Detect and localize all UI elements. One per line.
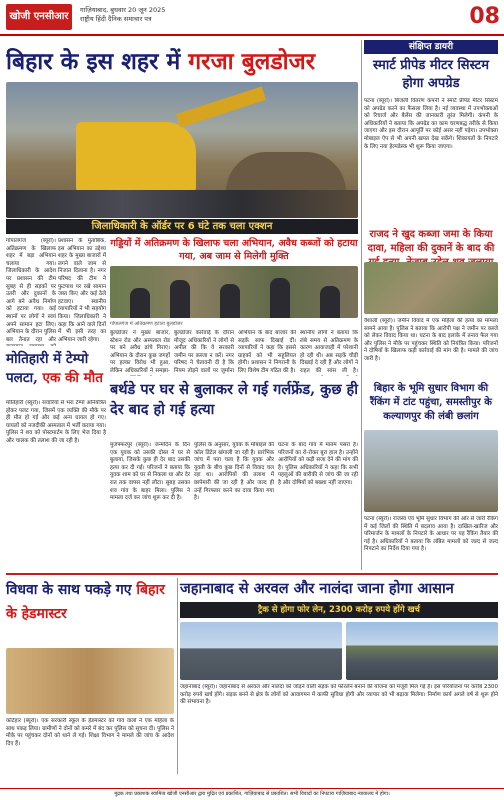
crowd-shape xyxy=(6,190,358,218)
issue-sub-line: राष्ट्रीय हिंदी दैनिक समाचार पत्र xyxy=(80,15,152,23)
column-divider xyxy=(361,40,362,570)
footer-imprint: मुद्रक तथा प्रकाशक स्वामित्व खोजी एनसीआर द्वारा मुद्रित एवं प्रकाशित, गाज़ियाबाद से प्रकाशित। सभी विवादों का निपटारा गाज़ियाबाद न्यायालय में होगा। xyxy=(0,788,504,800)
motihari-headline-part1: मोतिहारी में टेम्पो पलटा, xyxy=(6,351,89,386)
sidebar-body: पटना (ब्यूरो)। बिजली वितरण कंपनी ने स्मार्ट प्रीपेड मीटर सिस्टम को अपग्रेड करने का फैसला लिया है। नई व्यवस्था में उपभोक्ताओं को रिचार्ज और बैलेंस की जानकारी तुरंत मिलेगी। कंपनी के अधिकारियों ने बताया कि अपग्रेड का काम चरणबद्ध तरीके से किया जाएगा और इस दौरान आपूर्ति पर कोई असर नहीं पड़ेगा। उपभोक्ता मोबाइल ऐप से भी अपनी खपत देख सकेंगे। शिकायतों के निपटारे के लिए नया हेल्पडेस्क भी शुरू किया जाएगा। xyxy=(364,98,498,150)
lead-column-2: प्रशासन के मुताबिक, इस अभियान का उद्देश्य शहर के मुख्य बाजारों में लगने वाले जाम से निजात दिलाना है। नगर परिषद की टीम ने फुटपाथ पर रखे सामान जब्त किए और कई ठेले हटवाए। स्थानीय व्यापारियों ने भी सहयोग किया। जिलाधिकारी ने कहा कि आने वाले दिनों में भी इसी तरह का अभियान जारी रहेगा। xyxy=(58,238,106,343)
bulldozer-shape xyxy=(76,122,196,192)
column-divider xyxy=(177,578,178,774)
road-photo-2 xyxy=(346,622,498,680)
rajya-body: वैशाली (ब्यूरो)। जमीन विवाद में एक महिला की हत्या का मामला सामने आया है। पुलिस ने बताया कि आरोपी पक्ष ने जमीन पर कब्जे को लेकर विवाद किया था। घटना के बाद इलाके में तनाव फैल गया और पुलिस ने मौके पर पहुंचकर स्थिति को नियंत्रित किया। परिजनों ने दोषियों के खिलाफ कड़ी कार्रवाई की मांग की है। मामले की जांच जारी है। xyxy=(364,318,498,362)
person-shape xyxy=(220,284,240,318)
bottom-left-headline xyxy=(6,578,174,630)
bottom-right-headline: जहानाबाद से अरवल और नालंदा जाना होगा आसान xyxy=(180,580,454,597)
lead-headline-part1: बिहार के इस शहर में xyxy=(6,48,189,75)
person-shape xyxy=(170,280,190,318)
murder-column-3: घटना के बाद गांव में मातम पसरा है। परिजनों का रो-रोकर बुरा हाल है। उन्होंने आरोपियों को कड़ी सजा देने की मांग की है। पुलिस अधिकारियों ने कहा कि सभी पहलुओं की बारीकी से जांच की जा रही है और दोषियों को बख्शा नहीं जाएगा। xyxy=(278,442,358,486)
sidebar-title: स्मार्ट प्रीपेड मीटर सिस्टम होगा अपग्रेड xyxy=(373,58,489,91)
bottom-left-photo xyxy=(6,648,174,714)
road-photo-1 xyxy=(180,622,342,680)
person-shape xyxy=(320,286,340,318)
second-photo-caption: गोपालगंज में अतिक्रमण हटाता बुलडोजर xyxy=(110,321,183,327)
lead-column-3: बुलडोजर ने मुख्य बाजार, स्टेशन रोड और अस्पताल रोड पर बने अवैध ढांचे गिराए। अभियान के दौरान कुछ जगहों पर हल्का विरोध भी हुआ, लेकिन अधिकारियों ने समझा- xyxy=(110,330,170,374)
bottom-right-subhead: ट्रैक से होगा फोर लेन, 2300 करोड़ रुपये होंगे खर्च xyxy=(180,602,498,618)
person-shape xyxy=(270,278,290,318)
lead-column-1: गोपालगंज (ब्यूरो)। अतिक्रमण के खिलाफ शहर में बड़ा अभियान चलाया गया। जिलाधिकारी के आदेश पर प्रशासन की टीम सुबह से ही सड़कों पर उतरी और दुकानों के आगे बने अवैध निर्माण को हटाया गया। कई स्थानों पर लोगों ने स्वयं अपने सामान हटा लिए। अभियान के दौरान पुलिस बल तैनात रहा और xyxy=(6,238,56,343)
murder-column-1: मुजफ्फरपुर (ब्यूरो)। जन्मदिन के दिन एक युवक को उसकी दोस्त ने घर से बुलाया, जिसके कुछ ही देर बाद उसकी हत्या कर दी गई। परिजनों ने बताया कि युवक शाम को घर से निकला था और देर रात तक वापस नहीं लौटा। सुबह उसका शव गांव के बाहर मिला। पुलिस ने मामला दर्ज कर जांच शुरू कर दी है। xyxy=(110,442,190,502)
murder-column-2: पुलिस के अनुसार, युवक के मोबाइल की कॉल डिटेल खंगाली जा रही है। प्रारंभिक जांच में पता चला है कि युवक और युवती के बीच कुछ दिनों से विवाद चल रहा था। आरोपियों की तलाश में छापेमारी की जा रही है और जल्द ही उन्हें गिरफ्तार करने का दावा किया गया है। xyxy=(194,442,274,502)
bulldozer-arm-shape xyxy=(176,86,266,127)
bihar-side-body: पटना (ब्यूरो)। राजस्व एवं भूमि सुधार विभाग की ओर से जारी रैंकिंग में कई जिलों की स्थिति में बदलाव आया है। दाखिल-खारिज और परिमार्जन के मामलों के निपटारे के आधार पर यह रैंकिंग तैयार की गई है। अधिकारियों ने बताया कि लंबित मामलों को जल्द से जल्द निपटाने का निर्देश दिया गया है। xyxy=(364,516,498,553)
murder-headline: बर्थडे पर घर से बुलाकर ले गई गर्लफ्रेंड, कुछ ही देर बाद हो गई हत्या xyxy=(110,381,358,418)
page-number: 08 xyxy=(469,4,500,29)
masthead xyxy=(0,0,504,36)
lead-headline xyxy=(6,44,356,78)
rajya-photo xyxy=(364,262,498,314)
issue-date-line: गाज़ियाबाद, बुधवार 20 जून 2025 xyxy=(80,6,166,14)
rajya-headline: राजद ने खुद कब्जा जमा के किया दावा, महिला की दुकानें के बाद की xyxy=(367,229,495,254)
second-column-1: बुलडोजर कार्रवाई के दौरान मौजूद अधिकारियों ने लोगों से अपील की कि वे सरकारी जमीन पर कब्जा न करें। नगर परिषद ने चेतावनी दी है कि नियम तोड़ने वालों पर जुर्माना xyxy=(174,330,234,374)
person-shape xyxy=(130,288,150,318)
bottom-left-headline-part2: बिहार के हेडमास्टर xyxy=(6,582,165,622)
bottom-left-body: कटिहार (ब्यूरो)। एक सरकारी स्कूल के हेडमास्टर को गांव वालों ने एक महिला के साथ पकड़ लिया। ग्रामीणों ने दोनों को कमरे में बंद कर पुलिस को सूचना दी। पुलिस ने मौके पर पहुंचकर दोनों को थाने ले गई। शिक्षा विभाग ने मामले की जांच के आदेश दिए हैं। xyxy=(6,718,174,747)
lead-photo xyxy=(6,82,358,218)
sidebar-label: संक्षिप्त डायरी xyxy=(364,40,498,54)
section-divider xyxy=(6,573,498,575)
lead-headline-part2: गरजा बुलडोजर xyxy=(188,48,316,75)
newspaper-logo: खोजी एनसीआर xyxy=(6,4,72,30)
motihari-headline-part2: एक की मौत xyxy=(42,370,103,386)
issue-info xyxy=(80,6,165,24)
motihari-body: मोतिहारी (ब्यूरो)। सवारियों से भरा टेम्पो अनियंत्रित होकर पलट गया, जिसमें एक व्यक्ति की मौके पर ही मौत हो गई और कई अन्य घायल हो गए। घायलों को नजदीकी अस्पताल में भर्ती कराया गया। पुलिस ने शव को पोस्टमार्टम के लिए भेज दिया है और चालक की तलाश की जा रही है। xyxy=(6,400,106,444)
second-photo xyxy=(110,266,358,318)
lead-banner: जिलाधिकारी के ऑर्डर पर 6 घंटे तक चला एक्शन xyxy=(6,219,358,234)
second-column-2: अभियान के बाद बाजार की सड़कें साफ दिखाई दीं। व्यापारियों ने कहा कि इससे ग्राहकों को भी सहूलियत होगी। प्रशासन ने निगरानी के लिए विशेष टीम गठित की है। xyxy=(238,330,296,374)
bihar-side-photo xyxy=(364,430,498,512)
bottom-left-headline-part1: विधवा के साथ पकड़े गए xyxy=(6,582,137,598)
lead-subhead: गड्डियों में अतिक्रमण के खिलाफ चला अभियान, अवैध कब्जों को हटाया गया, अब जाम से मिलेगी मुक्ति xyxy=(110,238,358,262)
lead-column-4: स्थानीय लोगों ने बताया कि लंबे समय से अतिक्रमण के कारण आवाजाही में परेशानी हो रही थी। अब सड़कें चौड़ी दिखाई दे रही हैं और लोगों ने राहत की सांस ली है। xyxy=(300,330,358,374)
motihari-headline xyxy=(6,350,106,396)
bihar-side-headline: बिहार के भूमि सुधार विभाग की रैंकिंग में टांट पहुंचा, समस्तीपुर के कल्याणपुर की लंबी छलांग xyxy=(370,383,492,422)
bottom-right-body: जहानाबाद (ब्यूरो)। जहानाबाद से अरवल और नालंदा को जोड़ने वाली सड़क को फोरलेन बनाने की योजना को मंजूरी मिल गई है। इस परियोजना पर करीब 2300 करोड़ रुपये खर्च होंगे। सड़क बनने से क्षेत्र के लोगों को आवागमन में काफी सुविधा होगी और व्यापार को भी बढ़ावा मिलेगा। निर्माण कार्य अगले वर्ष से शुरू होने की संभावना है। xyxy=(180,684,498,706)
